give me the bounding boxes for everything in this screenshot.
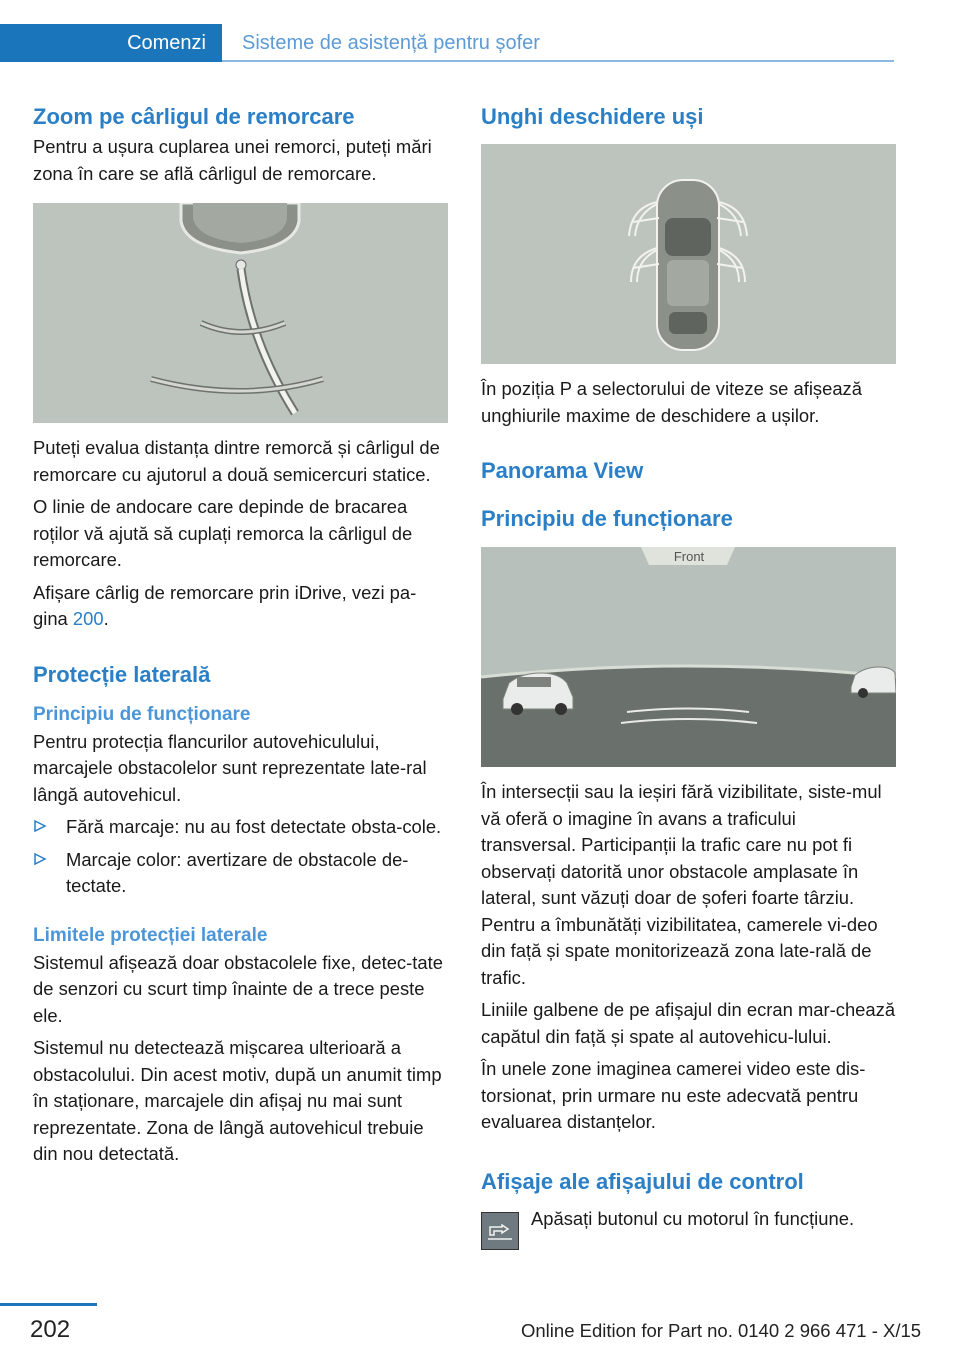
chapter-label: Sisteme de asistență pentru șofer [242,32,540,54]
right-column [481,100,896,1250]
left-column [33,100,448,1168]
footer-accent-line [0,1303,97,1306]
paragraph-limite-1: Sistemul afișează doar obstacolele fixe, detec‐tate de senzori cu scurt timp înainte de a trece peste ele. [33,951,443,1026]
page-number: 202 [30,1316,71,1343]
afisare-text: Afișare cârlig de remorcare prin iDrive, vezi pa‐gina [33,581,417,629]
paragraph-panorama-2: Liniile galbene de pe afișajul din ecran mar‐chează capătul din față și spate al autovehicu‐lului. [481,999,896,1047]
heading-limite: Limitele protecției laterale [33,924,268,946]
section-tab [0,24,222,62]
bullet-text: Fără marcaje: nu au fost detectate obsta‐cole. [66,816,442,837]
heading-principiu-right: Principiu de funcționare [481,506,733,531]
paragraph-afisare [33,580,448,633]
heading-zoom: Zoom pe cârligul de remorcare [33,104,355,129]
hitch-illustration [33,203,448,423]
edition-note: Online Edition for Part no. 0140 2 966 471 - X/15 [521,1320,922,1341]
heading-unghi: Unghi deschidere uși [481,104,704,129]
list-item [33,814,448,841]
paragraph-panorama-1: În intersecții sau la ieșiri fără vizibilitate, siste‐mul vă oferă o imagine în avans a traficului transversal. Participanții la trafic care nu pot fi observați datorită unor obstacole amplasate în lateral, sunt văzuți doar de șoferi foarte târziu. Pentru a îmbunătăți vizibilitatea, camerele vi‐deo din față și spate monitorizează zona late‐rală de trafic. [481,781,882,988]
panorama-illustration [481,547,896,767]
paragraph-protectie: Pentru protecția flancurilor autovehiculului, marcajele obstacolelor sunt reprezentate late‐ral lângă autovehicul. [33,730,427,805]
figure-door-angles [481,144,896,364]
heading-principiu-left: Principiu de funcționare [33,703,251,725]
paragraph-linie: O linie de andocare care depinde de bracarea roților vă ajută să cuplați remorca la cârligul de remorcare. [33,496,413,570]
camera-button-icon [481,1212,519,1250]
figure-hitch-zoom [33,203,448,423]
bullet-text: Marcaje color: avertizare de obstacole de‐tectate. [66,848,409,896]
instruction-row [481,1206,896,1250]
paragraph-zoom: Pentru a ușura cuplarea unei remorci, puteți mări zona în care se află cârligul de remorcare. [33,136,432,184]
bullet-triangle-icon [33,819,47,833]
paragraph-apasati: Apăsați butonul cu motorul în funcțiune. [531,1207,855,1229]
afisare-end: . [103,608,109,629]
car-left [503,673,573,715]
paragraph-limite-2: Sistemul nu detectează mișcarea ulterioară a obstacolului. Din acest motiv, după un anumit timp în staționare, marcajele din afișaj nu mai sunt reprezentate. Zona de lângă autovehicul trebuie din nou detectată. [33,1037,442,1164]
bullet-triangle-icon [33,852,47,866]
page-link-200[interactable]: 200 [72,608,104,629]
list-item [33,847,448,900]
paragraph-panorama-3: În unele zone imaginea camerei video este dis‐torsionat, prin urmare nu este adecvată pentru evaluarea distanțelor. [481,1058,866,1132]
paragraph-unghi: În poziția P a selectorului de viteze se afișează unghiurile maxime de deschidere a ușilor. [481,378,862,426]
door-angle-illustration [481,144,896,364]
page-header [0,24,960,62]
paragraph-eval: Puteți evalua distanța dintre remorcă și cârligul de remorcare cu ajutorul a două semicercuri statice. [33,437,440,485]
figure-panorama [481,547,896,767]
heading-panorama: Panorama View [481,458,644,483]
heading-protectie: Protecție laterală [33,661,211,687]
section-label: Comenzi [127,32,206,54]
car-right [851,667,896,698]
heading-afisaje: Afișaje ale afișajului de control [481,1168,804,1194]
chapter-tab [222,24,894,62]
front-label: Front [673,549,705,564]
